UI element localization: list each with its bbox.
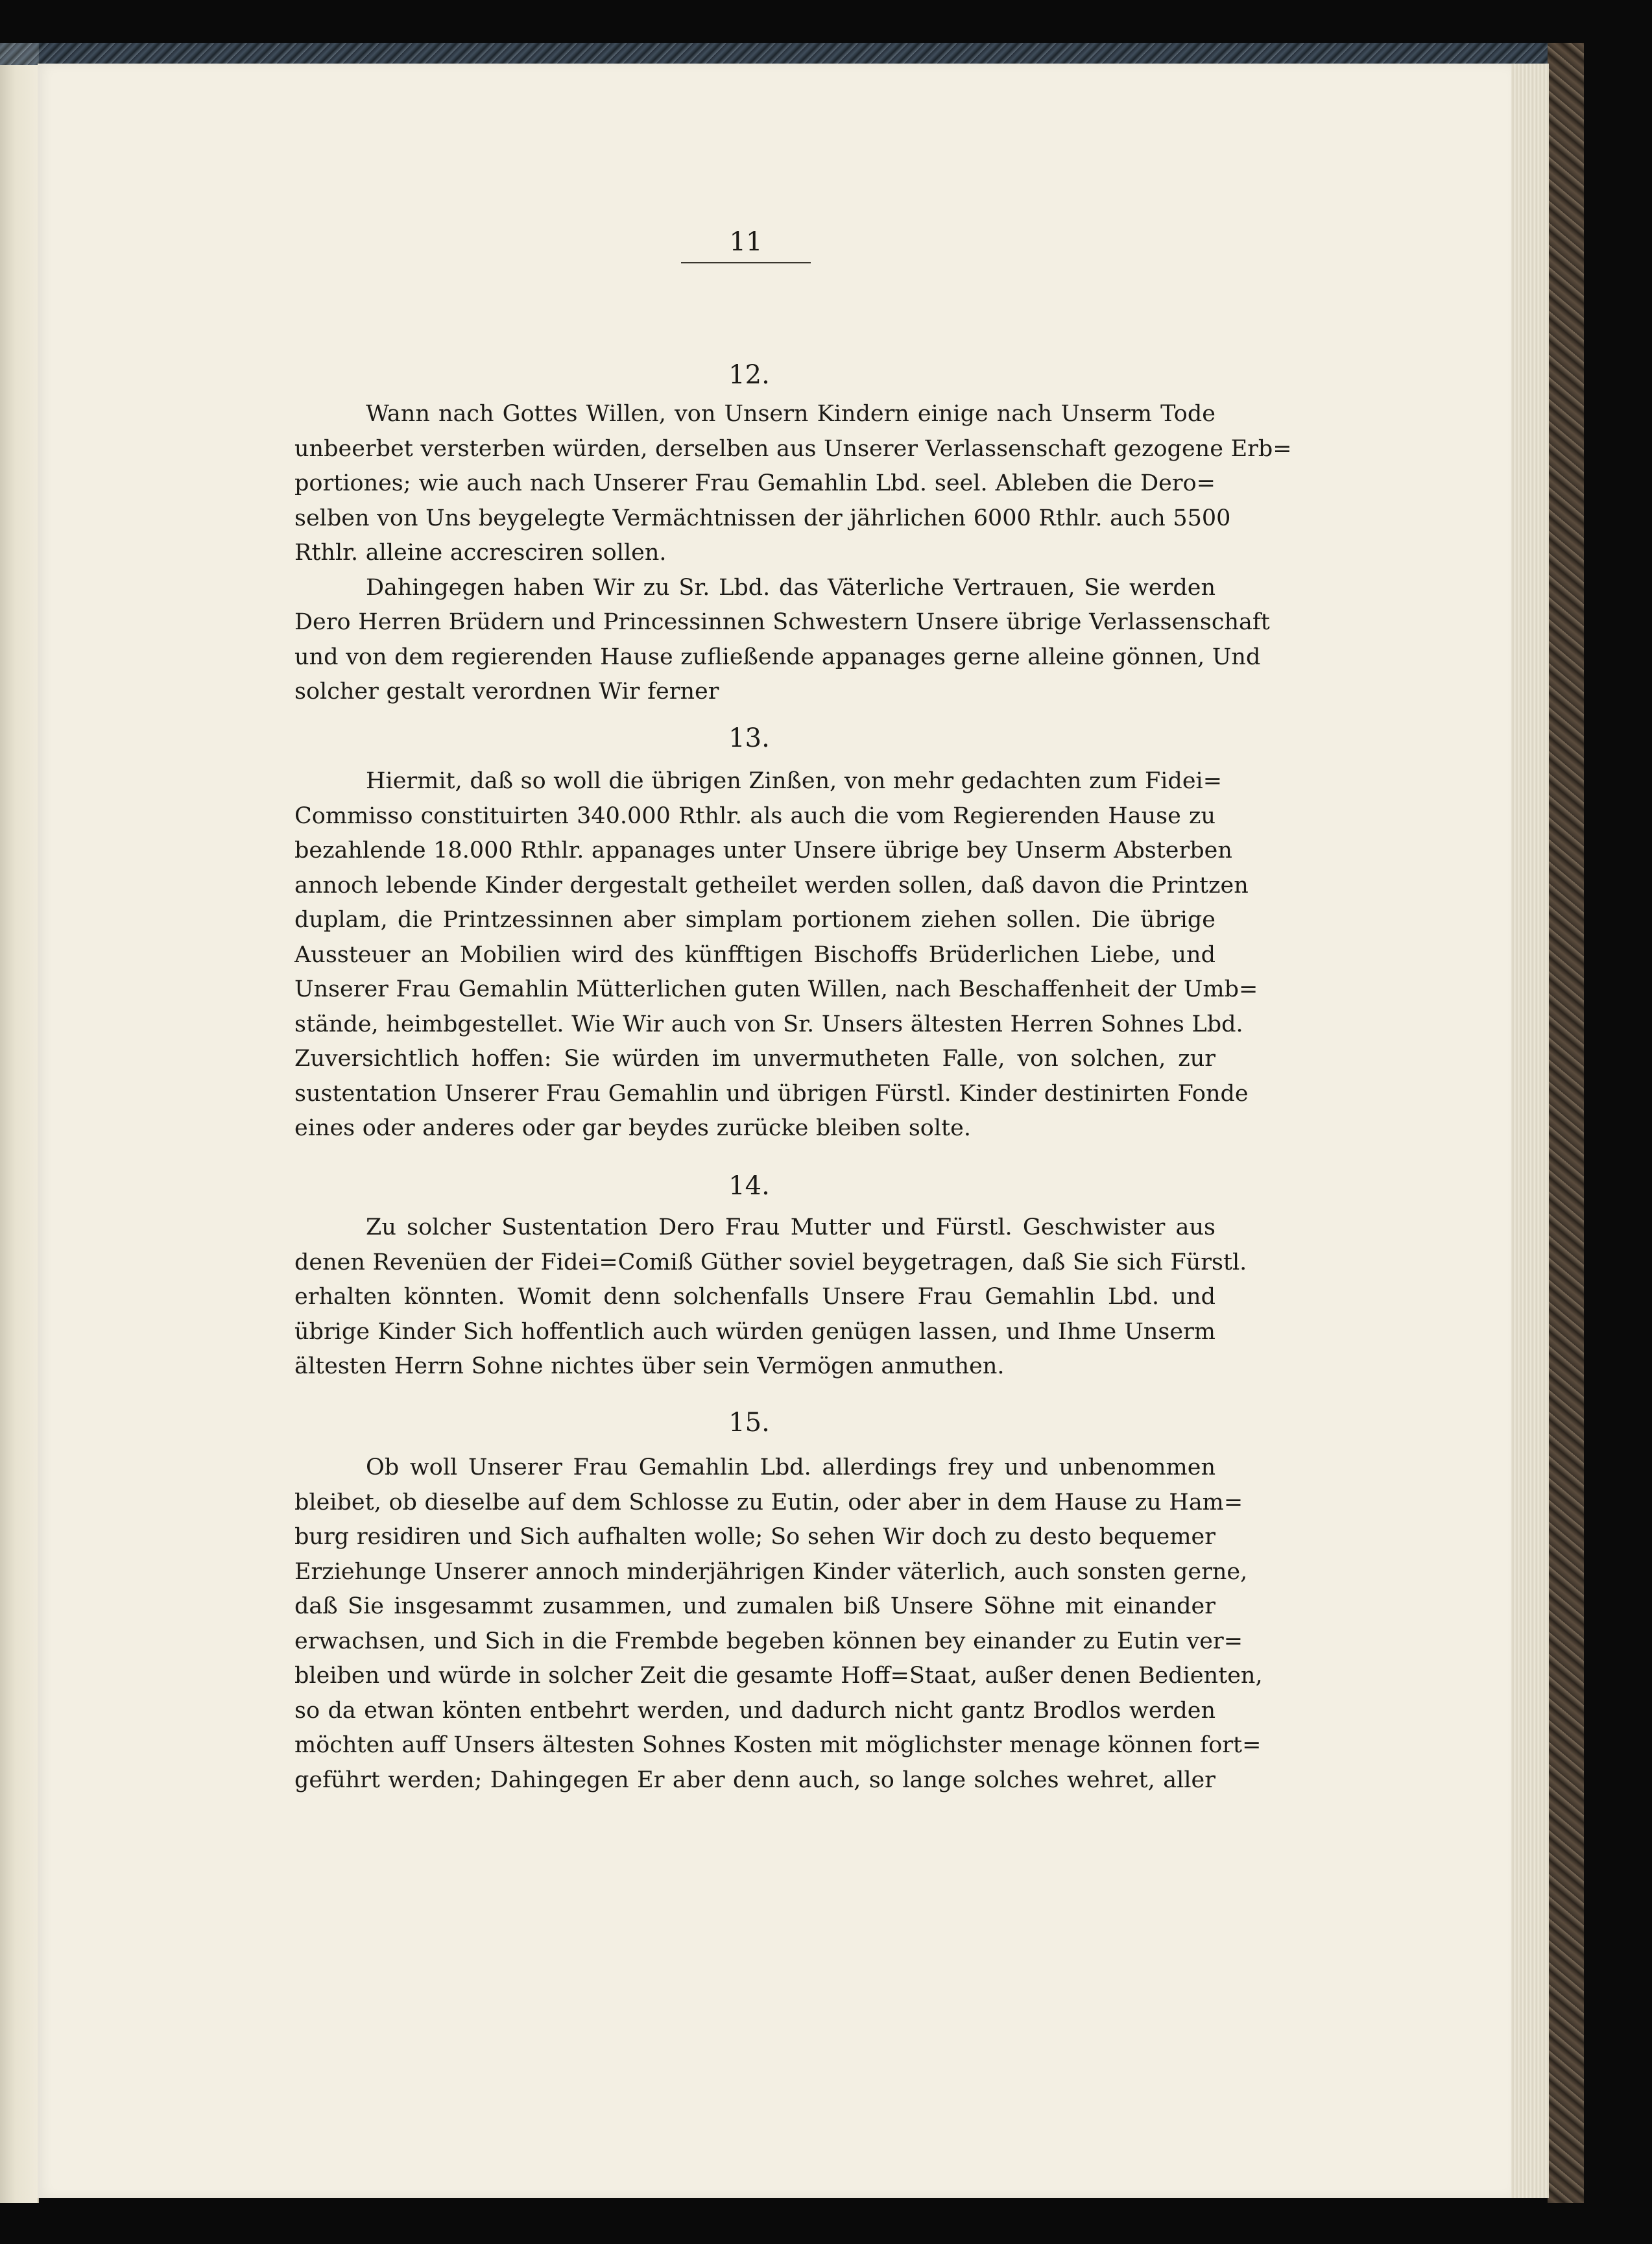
page-stack-edge <box>1511 64 1549 2198</box>
text-line: erhalten könnten. Womit denn solchenfalls Unsere Frau Gemahlin Lbd. und <box>294 1284 1215 1310</box>
text-line: Zu solcher Sustentation Dero Frau Mutter und Fürstl. Geschwister aus <box>366 1214 1215 1240</box>
text-line: Unserer Frau Gemahlin Mütterlichen guten Willen, nach Beschaffenheit der Umb= <box>294 976 1258 1002</box>
text-line: portiones; wie auch nach Unserer Frau Gemahlin Lbd. seel. Ableben die Dero= <box>294 470 1215 496</box>
text-line: daß Sie insgesammt zusammen, und zumalen biß Unsere Söhne mit einander <box>294 1593 1215 1619</box>
text-line: denen Revenüen der Fidei=Comiß Güther soviel beygetragen, daß Sie sich Fürstl. <box>294 1249 1247 1275</box>
section-number-14: 14. <box>728 1171 770 1201</box>
text-line: sustentation Unserer Frau Gemahlin und übrigen Fürstl. Kinder destinirten Fonde <box>294 1080 1249 1107</box>
section-number-12: 12. <box>728 360 770 390</box>
text-line: duplam, die Printzessinnen aber simplam portionem ziehen sollen. Die übrige <box>294 907 1215 933</box>
text-line: Aussteuer an Mobilien wird des künfftigen Bischoffs Brüderlichen Liebe, und <box>294 941 1215 968</box>
text-line: selben von Uns beygelegte Vermächtnissen der jährlichen 6000 Rthlr. auch 5500 <box>294 505 1231 531</box>
text-line: und von dem regierenden Hause zufließende appanages gerne alleine gönnen, Und <box>294 644 1261 670</box>
section-number-13: 13. <box>728 723 770 753</box>
text-line: stände, heimbgestellet. Wie Wir auch von Sr. Unsers ältesten Herren Sohnes Lbd. <box>294 1011 1243 1037</box>
text-line: eines oder anderes oder gar beydes zurücke bleiben solte. <box>294 1115 971 1141</box>
text-line: burg residiren und Sich aufhalten wolle; So sehen Wir doch zu desto bequemer <box>294 1524 1215 1550</box>
section-15-text <box>294 1451 1263 1798</box>
text-line: Commisso constituirten 340.000 Rthlr. als auch die vom Regierenden Hause zu <box>294 802 1215 829</box>
text-line: annoch lebende Kinder dergestalt getheilet werden sollen, daß davon die Printzen <box>294 872 1249 899</box>
marbled-cover-edge <box>1548 43 1584 2203</box>
text-line: übrige Kinder Sich hoffentlich auch würden genügen lassen, und Ihme Unserm <box>294 1318 1215 1345</box>
text-line: Zuversichtlich hoffen: Sie würden im unvermutheten Falle, von solchen, zur <box>294 1046 1215 1072</box>
text-line: so da etwan könten entbehrt werden, und dadurch nicht gantz Brodlos werden <box>294 1697 1215 1724</box>
text-line: Erziehunge Unserer annoch minderjährigen Kinder väterlich, auch sonsten gerne, <box>294 1558 1248 1585</box>
section-12-text <box>294 397 1292 710</box>
section-13-text <box>294 764 1258 1146</box>
text-line: Ob woll Unserer Frau Gemahlin Lbd. allerdings frey und unbenommen <box>366 1454 1215 1480</box>
text-line: Wann nach Gottes Willen, von Unsern Kindern einige nach Unserm Tode <box>366 401 1215 427</box>
book-binding-top <box>0 43 1583 65</box>
text-line: erwachsen, und Sich in die Frembde begeben können bey einander zu Eutin ver= <box>294 1628 1243 1654</box>
text-line: bleiben und würde in solcher Zeit die gesamte Hoff=Staat, außer denen Bedienten, <box>294 1663 1263 1689</box>
text-line: Dahingegen haben Wir zu Sr. Lbd. das Väterliche Vertrauen, Sie werden <box>366 574 1215 601</box>
page-number-rule <box>681 262 811 263</box>
text-line: unbeerbet versterben würden, derselben aus Unserer Verlassenschaft gezogene Erb= <box>294 435 1292 462</box>
text-line: möchten auff Unsers ältesten Sohnes Kosten mit möglichster menage können fort= <box>294 1732 1262 1758</box>
text-line: ältesten Herrn Sohne nichtes über sein Vermögen anmuthen. <box>294 1353 1005 1379</box>
section-number-15: 15. <box>728 1408 770 1438</box>
page-number: 11 <box>729 227 763 257</box>
text-line: Dero Herren Brüdern und Princessinnen Schwestern Unsere übrige Verlassenschaft <box>294 609 1270 635</box>
text-line: Hiermit, daß so woll die übrigen Zinßen, von mehr gedachten zum Fidei= <box>366 768 1223 794</box>
section-14-text <box>294 1211 1247 1384</box>
text-line: solcher gestalt verordnen Wir ferner <box>294 679 719 705</box>
text-line: bleibet, ob dieselbe auf dem Schlosse zu Eutin, oder aber in dem Hause zu Ham= <box>294 1489 1243 1515</box>
text-line: bezahlende 18.000 Rthlr. appanages unter Unsere übrige bey Unserm Absterben <box>294 838 1232 863</box>
text-line: Rthlr. alleine accresciren sollen. <box>294 540 667 566</box>
text-line: geführt werden; Dahingegen Er aber denn auch, so lange solches wehret, aller <box>294 1767 1215 1793</box>
